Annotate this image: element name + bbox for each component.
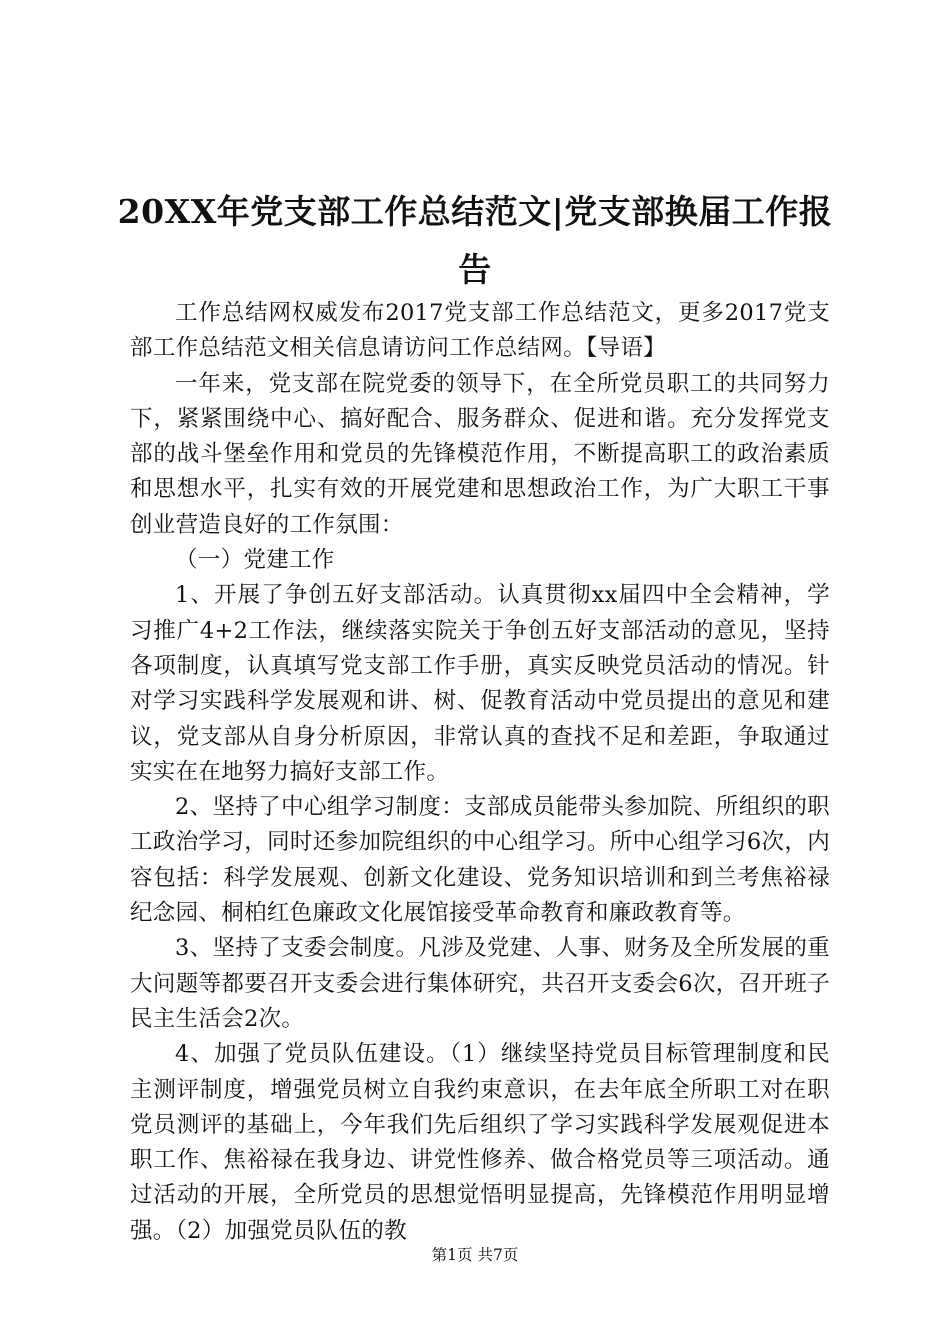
paragraph-intro: 工作总结网权威发布2017党支部工作总结范文，更多2017党支部工作总结范文相关信息请访问工作总结网。【导语】 [130,300,830,362]
paragraph-overview: 一年来，党支部在院党委的领导下，在全所党员职工的共同努力下，紧紧围绕中心、搞好配合、服务群众、促进和谐。充分发挥党支部的战斗堡垒作用和党员的先锋模范作用，不断提高职工的政治素质和思想水平，扎实有效的开展党建和思想政治工作，为广大职工干事创业营造良好的工作氛围： [130,370,830,538]
paragraph-item-2: 2、坚持了中心组学习制度：支部成员能带头参加院、所组织的职工政治学习，同时还参加院组织的中心组学习。所中心组学习6次，内容包括：科学发展观、创新文化建设、党务知识培训和到兰考焦裕禄纪念园、桐柏红色廉政文化展馆接受革命教育和廉政教育等。 [130,794,830,927]
section-heading: （一）党建工作 [175,547,335,574]
page-number-footer: 第1页 共7页 [431,1246,519,1264]
paragraph-item-4: 4、加强了党员队伍建设。（1）继续坚持党员目标管理制度和民主测评制度，增强党员树立自我约束意识，在去年底全所职工对在职党员测评的基础上，今年我们先后组织了学习实践科学发展观促进本职工作、焦裕禄在我身边、讲党性修养、做合格党员等三项活动。通过活动的开展，全所党员的思想觉悟明显提高，先锋模范作用明显增强。（2）加强党员队伍的教 [130,1041,830,1244]
document-title: 20XX年党支部工作总结范文|党支部换届工作报告 [117,192,833,289]
paragraph-item-3: 3、坚持了支委会制度。凡涉及党建、人事、财务及全所发展的重大问题等都要召开支委会进行集体研究，共召开支委会6次，召开班子民主生活会2次。 [130,935,830,1032]
paragraph-item-1: 1、开展了争创五好支部活动。认真贯彻xx届四中全会精神，学习推广4+2工作法，继续落实院关于争创五好支部活动的意见，坚持各项制度，认真填写党支部工作手册，真实反映党员活动的情况。针对学习实践科学发展观和讲、树、促教育活动中党员提出的意见和建议，党支部从自身分析原因，非常认真的查找不足和差距，争取通过实实在在地努力搞好支部工作。 [130,582,830,785]
document-body [130,296,830,1249]
